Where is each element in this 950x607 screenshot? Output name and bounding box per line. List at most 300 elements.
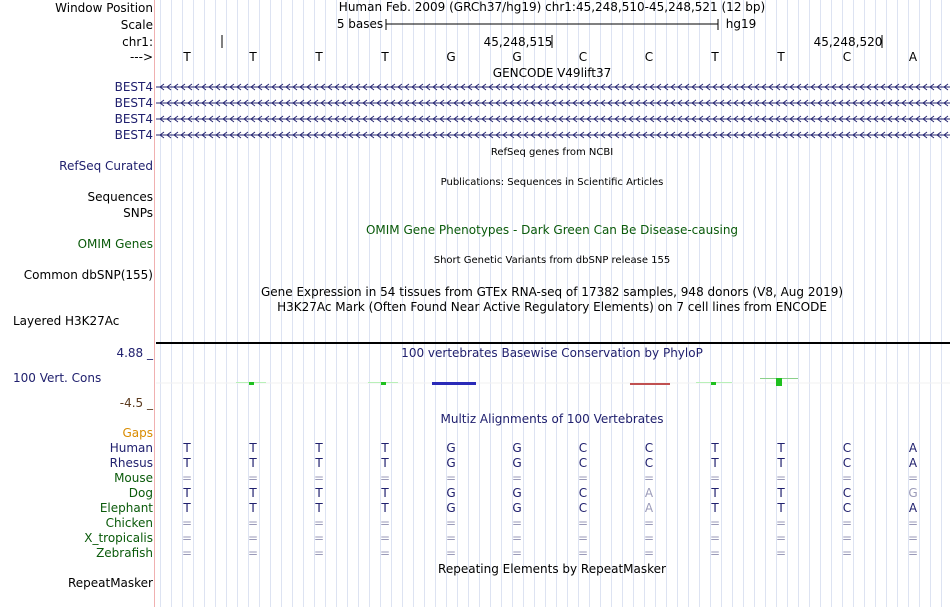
strand-arrow-icon (846, 84, 850, 90)
alignment-base-zebrafish: = (577, 546, 589, 560)
strand-arrow-icon (678, 116, 682, 122)
strand-arrow-icon (811, 100, 815, 106)
axis-min-value: -4.5 _ (119, 396, 153, 410)
strand-arrow-icon (811, 116, 815, 122)
grid-line (886, 0, 887, 607)
strand-arrow-icon (790, 132, 794, 138)
strand-arrow-icon (881, 132, 885, 138)
strand-arrow-icon (293, 100, 297, 106)
strand-arrow-icon (832, 116, 836, 122)
strand-arrow-icon (713, 132, 717, 138)
strand-arrow-icon (370, 100, 374, 106)
alignment-base-dog: T (777, 486, 785, 500)
strand-arrow-icon (440, 100, 444, 106)
strand-arrow-icon (888, 132, 892, 138)
alignment-base-x_tropicalis: = (247, 531, 259, 545)
strand-arrow-icon (272, 116, 276, 122)
strand-arrow-icon (482, 100, 486, 106)
strand-arrow-icon (328, 100, 332, 106)
strand-arrow-icon (293, 116, 297, 122)
grid-line (897, 0, 898, 607)
strand-arrow-icon (286, 84, 290, 90)
alignment-base-chicken: = (313, 516, 325, 530)
grid-line (259, 0, 260, 607)
alignment-base-elephant: T (315, 501, 323, 515)
alignment-base-rhesus: T (381, 456, 389, 470)
alignment-base-dog: T (381, 486, 389, 500)
label-scale: Scale (120, 18, 153, 32)
strand-arrow-icon (636, 116, 640, 122)
strand-arrow-icon (601, 116, 605, 122)
strand-arrow-icon (251, 116, 255, 122)
track-label-gaps[interactable]: Gaps (122, 426, 153, 440)
track-label-best4-4[interactable]: BEST4 (114, 128, 153, 142)
strand-arrow-icon (790, 84, 794, 90)
strand-arrow-icon (748, 116, 752, 122)
phylop-score-bar (432, 382, 476, 385)
track-label-best4-3[interactable]: BEST4 (114, 112, 153, 126)
alignment-base-dog: C (578, 486, 588, 500)
alignment-base-human: C (842, 441, 852, 455)
strand-arrow-icon (251, 84, 255, 90)
strand-arrow-icon (405, 100, 409, 106)
strand-arrow-icon (272, 132, 276, 138)
strand-arrow-icon (461, 132, 465, 138)
strand-arrow-icon (265, 100, 269, 106)
strand-arrow-icon (440, 84, 444, 90)
strand-arrow-icon (496, 116, 500, 122)
strand-arrow-icon (615, 132, 619, 138)
strand-arrow-icon (195, 84, 199, 90)
track-label-sequences[interactable]: Sequences (87, 190, 153, 204)
strand-arrow-icon (909, 100, 913, 106)
strand-arrow-icon (384, 116, 388, 122)
strand-arrow-icon (650, 116, 654, 122)
strand-arrow-icon (636, 132, 640, 138)
strand-arrow-icon (734, 84, 738, 90)
reference-base: C (578, 50, 588, 64)
alignment-base-x_tropicalis: = (907, 531, 919, 545)
strand-arrow-icon (216, 100, 220, 106)
strand-arrow-icon (426, 132, 430, 138)
species-rhesus[interactable]: Rhesus (109, 456, 153, 470)
label-strand-arrow: ---> (129, 50, 153, 64)
strand-arrow-icon (496, 100, 500, 106)
strand-arrow-icon (524, 84, 528, 90)
alignment-base-x_tropicalis: = (445, 531, 457, 545)
strand-arrow-icon (307, 84, 311, 90)
grid-line (237, 0, 238, 607)
strand-arrow-icon (461, 100, 465, 106)
strand-arrow-icon (559, 116, 563, 122)
strand-arrow-icon (748, 84, 752, 90)
strand-arrow-icon (342, 116, 346, 122)
phylop-score-bar (236, 382, 266, 383)
strand-arrow-icon (342, 84, 346, 90)
strand-arrow-icon (482, 116, 486, 122)
species-elephant[interactable]: Elephant (99, 501, 153, 515)
strand-arrow-icon (804, 84, 808, 90)
strand-arrow-icon (944, 116, 948, 122)
strand-arrow-icon (657, 100, 661, 106)
grid-line (831, 0, 832, 607)
strand-arrow-icon (447, 84, 451, 90)
strand-arrow-icon (727, 100, 731, 106)
strand-arrow-icon (538, 116, 542, 122)
species-human[interactable]: Human (109, 441, 153, 455)
strand-arrow-icon (657, 84, 661, 90)
gtex-title: Gene Expression in 54 tissues from GTEx RNA-seq of 17382 samples, 948 donors (V8, Aug 2019) (260, 285, 844, 299)
strand-arrow-icon (804, 100, 808, 106)
alignment-base-dog: C (842, 486, 852, 500)
grid-line (204, 0, 205, 607)
grid-line (160, 0, 161, 607)
label-chromosome: chr1: (122, 35, 153, 49)
alignment-base-rhesus: T (777, 456, 785, 470)
reference-base: G (512, 50, 522, 64)
alignment-base-zebrafish: = (379, 546, 391, 560)
strand-arrow-icon (461, 84, 465, 90)
strand-arrow-icon (755, 132, 759, 138)
species-dog[interactable]: Dog (128, 486, 153, 500)
reference-base: C (644, 50, 654, 64)
alignment-base-elephant: C (842, 501, 852, 515)
strand-arrow-icon (790, 116, 794, 122)
alignment-base-chicken: = (379, 516, 391, 530)
strand-arrow-icon (881, 100, 885, 106)
strand-arrow-icon (363, 100, 367, 106)
strand-arrow-icon (188, 100, 192, 106)
strand-arrow-icon (384, 84, 388, 90)
alignment-base-chicken: = (511, 516, 523, 530)
strand-arrow-icon (923, 84, 927, 90)
alignment-base-x_tropicalis: = (379, 531, 391, 545)
strand-arrow-icon (944, 132, 948, 138)
track-label-snps[interactable]: SNPs (123, 206, 153, 220)
strand-arrow-icon (426, 84, 430, 90)
strand-arrow-icon (272, 84, 276, 90)
strand-arrow-icon (251, 132, 255, 138)
alignment-base-human: T (381, 441, 389, 455)
strand-arrow-icon (209, 100, 213, 106)
alignment-base-human: T (315, 441, 323, 455)
strand-arrow-icon (503, 84, 507, 90)
strand-arrow-icon (195, 116, 199, 122)
strand-arrow-icon (923, 132, 927, 138)
alignment-base-elephant: T (381, 501, 389, 515)
alignment-base-mouse: = (511, 471, 523, 485)
reference-base: C (842, 50, 852, 64)
strand-arrow-icon (902, 132, 906, 138)
strand-arrow-icon (594, 116, 598, 122)
strand-arrow-icon (405, 116, 409, 122)
strand-arrow-icon (769, 116, 773, 122)
strand-arrow-icon (713, 116, 717, 122)
grid-line (875, 0, 876, 607)
alignment-base-human: G (446, 441, 456, 455)
strand-arrow-icon (832, 132, 836, 138)
phylop-score-bar (249, 382, 254, 385)
strand-arrow-icon (923, 116, 927, 122)
track-label-repeatmasker[interactable]: RepeatMasker (67, 576, 153, 590)
alignment-base-human: T (249, 441, 257, 455)
track-label-omim[interactable]: OMIM Genes (77, 237, 153, 251)
strand-arrow-icon (846, 132, 850, 138)
strand-arrow-icon (902, 100, 906, 106)
alignment-base-dog: T (711, 486, 719, 500)
strand-arrow-icon (811, 132, 815, 138)
strand-arrow-icon (517, 132, 521, 138)
strand-arrow-icon (559, 84, 563, 90)
species-mouse[interactable]: Mouse (114, 471, 153, 485)
strand-arrow-icon (657, 132, 661, 138)
alignment-base-elephant: T (183, 501, 191, 515)
strand-arrow-icon (370, 84, 374, 90)
reference-base: T (777, 50, 785, 64)
alignment-base-zebrafish: = (841, 546, 853, 560)
alignment-base-mouse: = (577, 471, 589, 485)
strand-arrow-icon (286, 116, 290, 122)
strand-arrow-icon (174, 100, 178, 106)
grid-line (930, 0, 931, 607)
strand-arrow-icon (426, 100, 430, 106)
strand-arrow-icon (286, 100, 290, 106)
alignment-base-x_tropicalis: = (841, 531, 853, 545)
alignment-base-zebrafish: = (907, 546, 919, 560)
strand-arrow-icon (174, 84, 178, 90)
strand-arrow-icon (888, 116, 892, 122)
species-chicken[interactable]: Chicken (105, 516, 153, 530)
strand-arrow-icon (881, 84, 885, 90)
strand-arrow-icon (678, 132, 682, 138)
alignment-base-rhesus: T (183, 456, 191, 470)
strand-arrow-icon (657, 116, 661, 122)
alignment-base-chicken: = (907, 516, 919, 530)
track-label-refseq[interactable]: RefSeq Curated (59, 159, 153, 173)
strand-arrow-icon (573, 116, 577, 122)
alignment-base-mouse: = (379, 471, 391, 485)
strand-arrow-icon (419, 84, 423, 90)
track-label-dbsnp[interactable]: Common dbSNP(155) (23, 268, 153, 282)
strand-arrow-icon (678, 100, 682, 106)
alignment-base-mouse: = (313, 471, 325, 485)
strand-arrow-icon (559, 100, 563, 106)
grid-line (215, 0, 216, 607)
alignment-base-human: C (578, 441, 588, 455)
grid-line (853, 0, 854, 607)
grid-line (171, 0, 172, 607)
strand-arrow-icon (251, 100, 255, 106)
strand-arrow-icon (265, 132, 269, 138)
strand-arrow-icon (748, 132, 752, 138)
strand-arrow-icon (349, 84, 353, 90)
alignment-base-rhesus: C (578, 456, 588, 470)
phylop-score-bar (368, 382, 398, 383)
strand-arrow-icon (517, 100, 521, 106)
strand-arrow-icon (580, 84, 584, 90)
alignment-base-chicken: = (181, 516, 193, 530)
alignment-base-mouse: = (841, 471, 853, 485)
strand-arrow-icon (650, 84, 654, 90)
alignment-base-dog: A (644, 486, 654, 500)
reference-base: T (381, 50, 389, 64)
strand-arrow-icon (349, 132, 353, 138)
grid-line (193, 0, 194, 607)
strand-arrow-icon (692, 100, 696, 106)
strand-arrow-icon (748, 100, 752, 106)
alignment-base-dog: G (908, 486, 918, 500)
strand-arrow-icon (328, 116, 332, 122)
window-position-text: Human Feb. 2009 (GRCh37/hg19) chr1:45,248,510-45,248,521 (12 bp) (338, 0, 766, 14)
strand-arrow-icon (286, 132, 290, 138)
reference-base: T (711, 50, 719, 64)
strand-arrow-icon (615, 116, 619, 122)
alignment-base-zebrafish: = (709, 546, 721, 560)
strand-arrow-icon (867, 100, 871, 106)
repeatmasker-title: Repeating Elements by RepeatMasker (438, 562, 666, 576)
strand-arrow-icon (384, 100, 388, 106)
strand-arrow-icon (692, 132, 696, 138)
strand-arrow-icon (909, 116, 913, 122)
strand-arrow-icon (846, 100, 850, 106)
strand-arrow-icon (517, 84, 521, 90)
alignment-base-zebrafish: = (775, 546, 787, 560)
strand-arrow-icon (328, 84, 332, 90)
reference-base: T (183, 50, 191, 64)
strand-arrow-icon (230, 100, 234, 106)
alignment-base-chicken: = (445, 516, 457, 530)
strand-arrow-icon (944, 100, 948, 106)
strand-arrow-icon (573, 84, 577, 90)
strand-arrow-icon (517, 116, 521, 122)
alignment-base-elephant: G (446, 501, 456, 515)
strand-arrow-icon (671, 132, 675, 138)
strand-arrow-icon (503, 116, 507, 122)
species-zebrafish[interactable]: Zebrafish (96, 546, 153, 560)
alignment-base-mouse: = (643, 471, 655, 485)
refseq-title: RefSeq genes from NCBI (490, 147, 614, 158)
strand-arrow-icon (888, 100, 892, 106)
alignment-base-x_tropicalis: = (577, 531, 589, 545)
track-label-100-vert-cons[interactable]: 100 Vert. Cons (13, 371, 102, 385)
strand-arrow-icon (559, 132, 563, 138)
strand-arrow-icon (601, 132, 605, 138)
h3k27ac-title: H3K27Ac Mark (Often Found Near Active Regulatory Elements) on 7 cell lines from ENCODE (277, 300, 827, 314)
strand-arrow-icon (832, 100, 836, 106)
strand-arrow-icon (265, 84, 269, 90)
strand-arrow-icon (846, 116, 850, 122)
track-label-best4-2[interactable]: BEST4 (114, 96, 153, 110)
alignment-base-zebrafish: = (511, 546, 523, 560)
alignment-base-dog: T (183, 486, 191, 500)
strand-arrow-icon (832, 84, 836, 90)
strand-arrow-icon (363, 116, 367, 122)
track-label-best4-1[interactable]: BEST4 (114, 80, 153, 94)
strand-arrow-icon (825, 116, 829, 122)
alignment-base-dog: T (315, 486, 323, 500)
alignment-base-elephant: T (249, 501, 257, 515)
strand-arrow-icon (671, 84, 675, 90)
reference-base: T (249, 50, 257, 64)
strand-arrow-icon (209, 84, 213, 90)
species-x-tropicalis[interactable]: X_tropicalis (84, 531, 153, 545)
axis-max-value: 4.88 _ (116, 346, 153, 360)
strand-arrow-icon (867, 116, 871, 122)
strand-arrow-icon (909, 84, 913, 90)
grid-line (226, 0, 227, 607)
strand-arrow-icon (342, 132, 346, 138)
strand-arrow-icon (363, 84, 367, 90)
strand-arrow-icon (902, 84, 906, 90)
strand-arrow-icon (419, 132, 423, 138)
alignment-base-human: T (777, 441, 785, 455)
strand-arrow-icon (349, 116, 353, 122)
strand-arrow-icon (594, 100, 598, 106)
strand-arrow-icon (503, 100, 507, 106)
strand-arrow-icon (496, 84, 500, 90)
alignment-base-rhesus: G (446, 456, 456, 470)
strand-arrow-icon (580, 132, 584, 138)
alignment-base-elephant: C (578, 501, 588, 515)
left-label-separator (154, 0, 155, 607)
strand-arrow-icon (419, 116, 423, 122)
strand-arrow-icon (580, 100, 584, 106)
alignment-base-mouse: = (445, 471, 457, 485)
grid-line (270, 0, 271, 607)
strand-arrow-icon (734, 132, 738, 138)
strand-arrow-icon (230, 132, 234, 138)
strand-arrow-icon (524, 132, 528, 138)
strand-arrow-icon (902, 116, 906, 122)
strand-arrow-icon (909, 132, 913, 138)
alignment-base-rhesus: G (512, 456, 522, 470)
strand-arrow-icon (811, 84, 815, 90)
strand-arrow-icon (265, 116, 269, 122)
strand-arrow-icon (188, 116, 192, 122)
strand-arrow-icon (426, 116, 430, 122)
strand-arrow-icon (755, 84, 759, 90)
strand-arrow-icon (734, 116, 738, 122)
alignment-base-chicken: = (247, 516, 259, 530)
phylop-score-bar (381, 382, 386, 385)
strand-arrow-icon (538, 84, 542, 90)
gencode-title: GENCODE V49lift37 (492, 66, 612, 80)
strand-arrow-icon (405, 132, 409, 138)
strand-arrow-icon (825, 100, 829, 106)
strand-arrow-icon (825, 132, 829, 138)
reference-base: G (446, 50, 456, 64)
strand-arrow-icon (174, 116, 178, 122)
strand-arrow-icon (496, 132, 500, 138)
strand-arrow-icon (195, 132, 199, 138)
strand-arrow-icon (671, 100, 675, 106)
alignment-base-chicken: = (841, 516, 853, 530)
strand-arrow-icon (713, 84, 717, 90)
strand-arrow-icon (734, 100, 738, 106)
alignment-base-rhesus: C (842, 456, 852, 470)
alignment-base-mouse: = (775, 471, 787, 485)
alignment-base-mouse: = (709, 471, 721, 485)
alignment-base-x_tropicalis: = (709, 531, 721, 545)
strand-arrow-icon (727, 132, 731, 138)
grid-line (941, 0, 942, 607)
track-label-layered-h3k27ac[interactable]: Layered H3K27Ac (13, 314, 120, 328)
strand-arrow-icon (727, 84, 731, 90)
strand-arrow-icon (370, 132, 374, 138)
strand-arrow-icon (650, 100, 654, 106)
alignment-base-elephant: T (711, 501, 719, 515)
phylop-score-bar (696, 382, 732, 383)
